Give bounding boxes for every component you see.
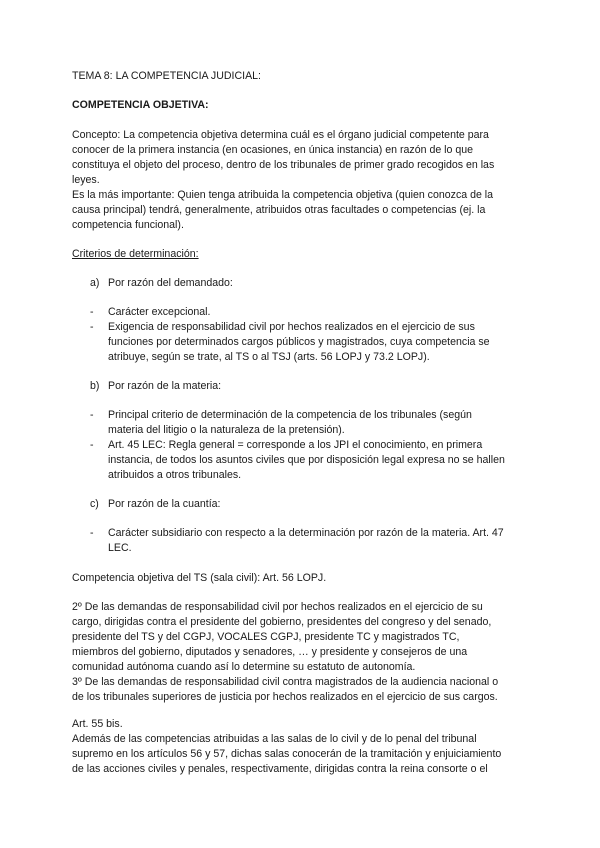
concepto-paragraph: [72, 128, 532, 233]
text-line: funciones por determinados cargos públicos y magistrados, cuya competencia se: [108, 336, 490, 348]
list-marker: a): [90, 277, 100, 289]
bullet-text: [108, 320, 538, 365]
text-line: de los tribunales superiores de justicia por hechos realizados en el ejercicio de sus cargos.: [72, 691, 498, 703]
bullet-text: [108, 408, 538, 438]
bullet-marker: -: [90, 439, 94, 451]
text-line: LEC.: [108, 542, 132, 554]
text-line: Carácter excepcional.: [108, 306, 211, 318]
ts-heading: Competencia objetiva del TS (sala civil): Art. 56 LOPJ.: [72, 572, 327, 584]
text-line: 2º De las demandas de responsabilidad civil por hechos realizados en el ejercicio de su: [72, 601, 483, 613]
text-line: Es la más importante: Quien tenga atribuida la competencia objetiva (quien conozca de la: [72, 189, 494, 201]
art55-heading: Art. 55 bis.: [72, 718, 123, 730]
text-line: comunidad autónoma cuando así lo determine su estatuto de autonomía.: [72, 661, 416, 673]
bullet-marker: -: [90, 527, 94, 539]
text-line: de las acciones civiles y penales, respectivamente, dirigidas contra la reina consorte o el: [72, 763, 488, 775]
text-line: materia del litigio o la naturaleza de la pretensión).: [108, 424, 345, 436]
list-marker: c): [90, 498, 99, 510]
bullet-marker: -: [90, 321, 94, 333]
criterion-label: Por razón de la materia:: [108, 380, 222, 392]
bullet-text: [108, 305, 538, 320]
text-line: 3º De las demandas de responsabilidad civil contra magistrados de la audiencia nacional o: [72, 676, 499, 688]
text-line: miembros del gobierno, diputados y senadores, … y presidente y consejeros de una: [72, 646, 468, 658]
text-line: cargo, dirigidas contra el presidente del gobierno, presidentes del congreso y del senado,: [72, 616, 492, 628]
text-line: Además de las competencias atribuidas a las salas de lo civil y de lo penal del tribunal: [72, 733, 477, 745]
text-line: leyes.: [72, 174, 100, 186]
text-line: Art. 45 LEC: Regla general = corresponde a los JPI el conocimiento, en primera: [108, 439, 483, 451]
text-line: instancia, de todos los asuntos civiles que por disposición legal expresa no se hallen: [108, 454, 505, 466]
section-heading: COMPETENCIA OBJETIVA:: [72, 99, 209, 111]
text-line: Principal criterio de determinación de la competencia de los tribunales (según: [108, 409, 472, 421]
text-line: competencia funcional).: [72, 219, 184, 231]
list-marker: b): [90, 380, 100, 392]
bullet-marker: -: [90, 306, 94, 318]
text-line: Carácter subsidiario con respecto a la determinación por razón de la materia. Art. 47: [108, 527, 504, 539]
text-line: Exigencia de responsabilidad civil por hechos realizados en el ejercicio de sus: [108, 321, 475, 333]
bullet-marker: -: [90, 409, 94, 421]
text-line: atribuye, según se trate, al TS o al TSJ (arts. 56 LOPJ y 73.2 LOPJ).: [108, 351, 430, 363]
text-line: presidente del TS y del CGPJ, VOCALES CGPJ, presidente TC y magistrados TC,: [72, 631, 460, 643]
text-line: atribuidos a otros tribunales.: [108, 469, 242, 481]
text-line: constituya el objeto del proceso, dentro de los tribunales de primer grado recogidos en las: [72, 159, 495, 171]
text-line: supremo en los artículos 56 y 57, dichas salas conocerán de la tramitación y enjuiciamiento: [72, 748, 502, 760]
page-title: TEMA 8: LA COMPETENCIA JUDICIAL:: [72, 70, 261, 82]
criterios-heading: Criterios de determinación:: [72, 248, 199, 260]
criterion-label: Por razón de la cuantía:: [108, 498, 221, 510]
text-line: conocer de la primera instancia (en ocasiones, en única instancia) en razón de lo que: [72, 144, 474, 156]
criterion-label: Por razón del demandado:: [108, 277, 233, 289]
ts-paragraph: [72, 600, 532, 705]
text-line: causa principal) tendrá, generalmente, atribuidos otras facultades o competencias (ej. la: [72, 204, 486, 216]
bullet-text: [108, 438, 538, 483]
bullet-text: [108, 526, 538, 556]
art55-paragraph: [72, 732, 532, 777]
text-line: Concepto: La competencia objetiva determina cuál es el órgano judicial competente para: [72, 129, 489, 141]
